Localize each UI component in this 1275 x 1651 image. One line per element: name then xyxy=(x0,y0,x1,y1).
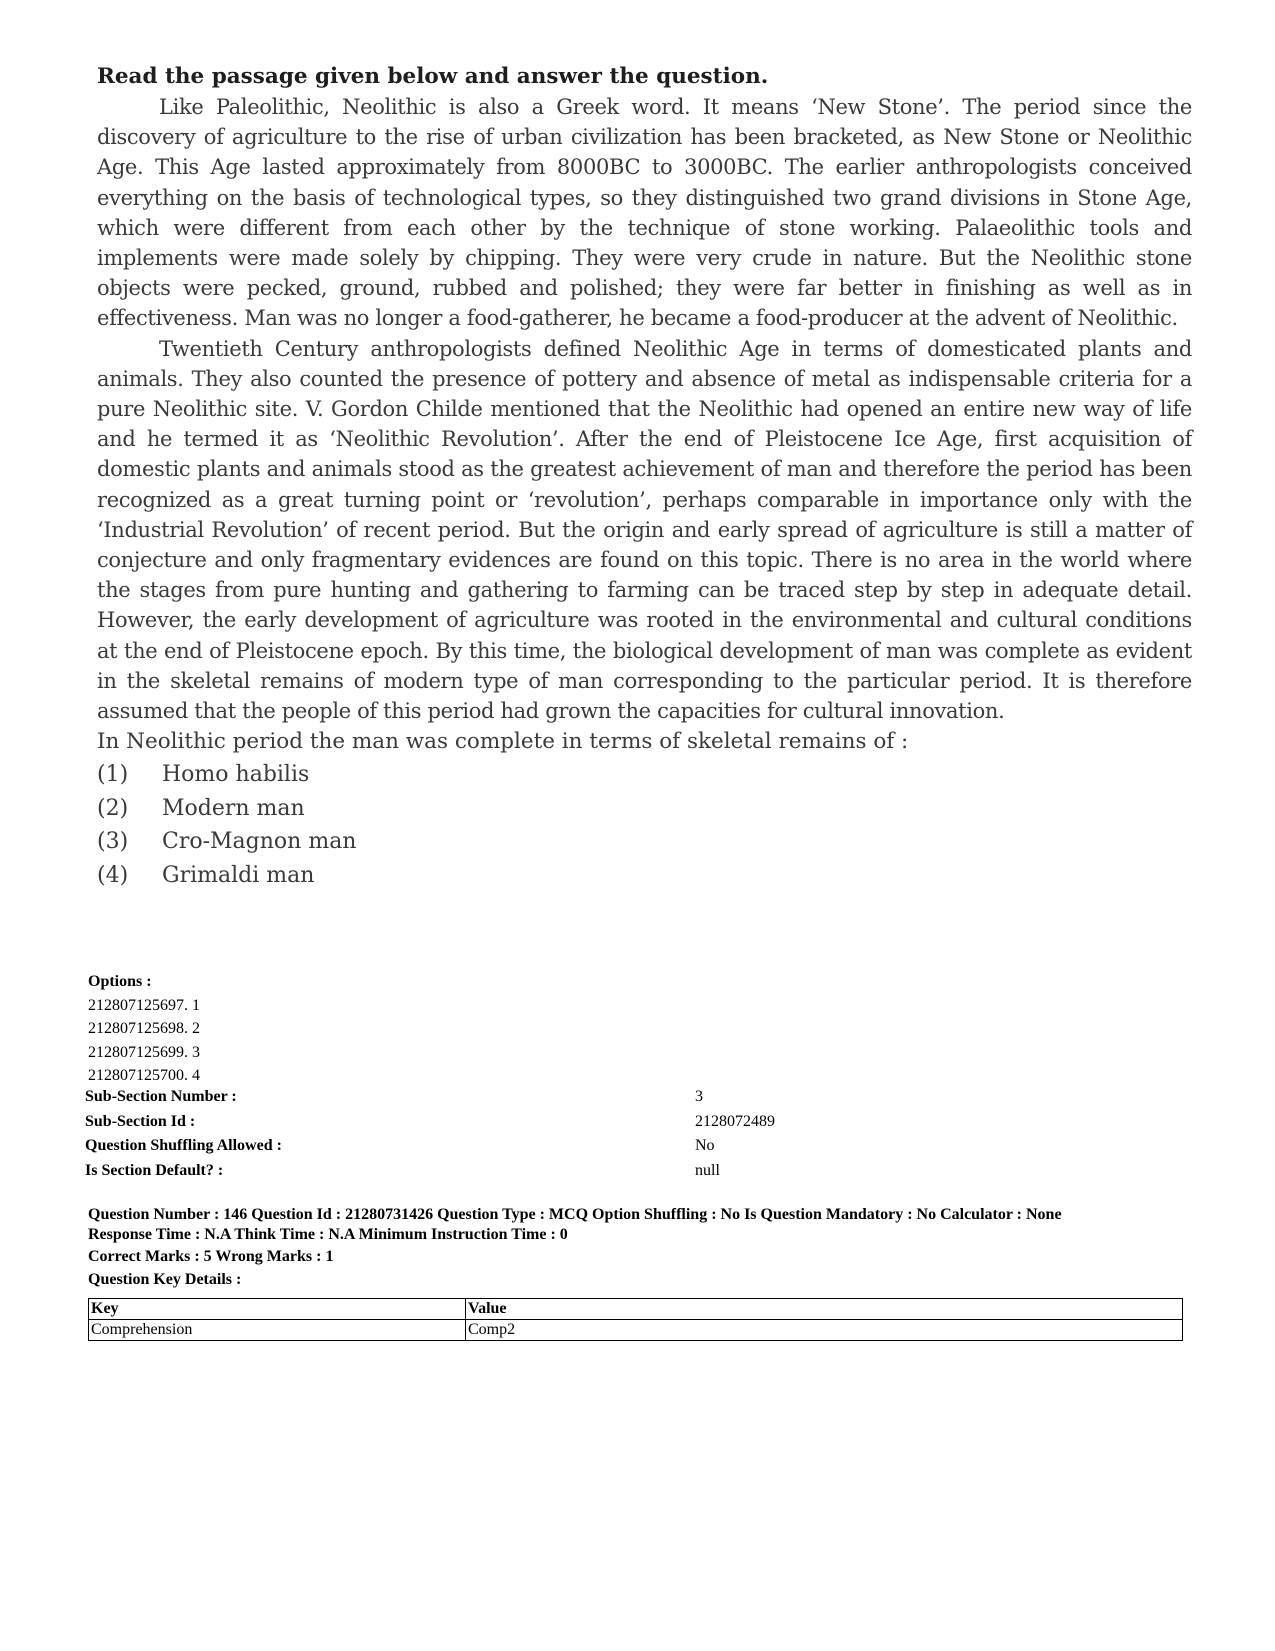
choice-text: Cro-Magnon man xyxy=(162,829,357,855)
choice-item xyxy=(97,859,1192,893)
option-item: 212807125700. 4 xyxy=(88,1067,200,1084)
choice-number: (3) xyxy=(97,829,129,855)
option-item: 212807125699. 3 xyxy=(88,1043,200,1061)
passage-image xyxy=(97,62,1192,892)
table-cell: Comp2 xyxy=(466,1320,1183,1341)
choice-item xyxy=(97,792,1192,826)
choice-number: (2) xyxy=(97,795,129,821)
choice-number: (4) xyxy=(97,862,129,888)
table-header-row xyxy=(89,1299,1183,1320)
subsection-row xyxy=(85,1137,845,1162)
choice-text: Homo habilis xyxy=(162,762,310,788)
question-info xyxy=(88,1205,1188,1289)
key-details-label: Question Key Details : xyxy=(88,1270,242,1288)
subsection-row xyxy=(85,1113,845,1138)
choice-item xyxy=(97,758,1192,792)
question-text: In Neolithic period the man was complete in terms of skeletal remains of : xyxy=(97,729,909,755)
table-header: Value xyxy=(466,1299,1183,1320)
question-info-line-1: Question Number : 146 Question Id : 21280731426 Question Type : MCQ Option Shuffling : No Is Question Mandatory : No Calculator : None xyxy=(88,1206,1062,1223)
subsection-info xyxy=(85,1088,845,1186)
subsection-row xyxy=(85,1162,845,1187)
table-row xyxy=(89,1320,1183,1341)
table-header: Key xyxy=(89,1299,466,1320)
choice-number: (1) xyxy=(97,762,129,788)
key-details-table xyxy=(88,1298,1183,1341)
passage-heading: Read the passage given below and answer the question. xyxy=(97,64,769,89)
passage-paragraph-1: Like Paleolithic, Neolithic is also a Greek word. It means ‘New Stone’. The period since the discovery of agriculture to the rise of urban civilization has been bracketed, as New Stone or Neolithic Age. This Age lasted approximately from 8000BC to 3000BC. The earlier anthropologists conceived everything on the basis of technological types, so they distinguished two grand divisions in Stone Age, which were different from each other by the technique of stone working. Palaeolithic tools and implements were made solely by chipping. They were very crude in nature. But the Neolithic stone objects were pecked, ground, rubbed and polished; they were far better in finishing as well as in effectiveness. Man was no longer a food-gatherer, he became a food-producer at the advent of Neolithic. xyxy=(97,95,1192,331)
choice-list xyxy=(97,758,1192,892)
subsection-key: Question Shuffling Allowed : xyxy=(85,1137,282,1154)
options-label: Options : xyxy=(88,973,152,990)
choice-text: Grimaldi man xyxy=(162,862,315,888)
choice-text: Modern man xyxy=(162,795,305,821)
choice-item xyxy=(97,825,1192,859)
subsection-value: null xyxy=(695,1161,720,1179)
option-item: 212807125698. 2 xyxy=(88,1020,200,1037)
subsection-row xyxy=(85,1088,845,1113)
options-block xyxy=(88,970,200,1088)
option-item: 212807125697. 1 xyxy=(88,996,200,1014)
subsection-key: Sub-Section Number : xyxy=(85,1088,237,1105)
subsection-value: No xyxy=(695,1137,715,1154)
passage-paragraph-2: Twentieth Century anthropologists defined Neolithic Age in terms of domesticated plants and animals. They also counted the presence of pottery and absence of metal as indispensable criteria for a pure Neolithic site. V. Gordon Childe mentioned that the Neolithic had opened an entire new way of life and he termed it as ‘Neolithic Revolution’. After the end of Pleistocene Ice Age, first acquisition of domestic plants and animals stood as the greatest achievement of man and therefore the period has been recognized as a great turning point or ‘revolution’, perhaps comparable in importance only with the ‘Industrial Revolution’ of recent period. But the origin and early spread of agriculture is still a matter of conjecture and only fragmentary evidences are found on this topic. There is no area in the world where the stages from pure hunting and gathering to farming can be traced step by step in adequate detail. However, the early development of agriculture was rooted in the environmental and cultural conditions at the end of Pleistocene epoch. By this time, the biological development of man was complete as evident in the skeletal remains of modern type of man corresponding to the particular period. It is therefore assumed that the people of this period had grown the capacities for cultural innovation. xyxy=(97,336,1192,724)
marks-line: Correct Marks : 5 Wrong Marks : 1 xyxy=(88,1248,334,1265)
question-info-line-2: Response Time : N.A Think Time : N.A Minimum Instruction Time : 0 xyxy=(88,1225,568,1243)
table-cell: Comprehension xyxy=(89,1320,466,1341)
subsection-key: Sub-Section Id : xyxy=(85,1112,196,1130)
subsection-value: 3 xyxy=(695,1088,703,1105)
subsection-key: Is Section Default? : xyxy=(85,1161,224,1179)
subsection-value: 2128072489 xyxy=(695,1112,775,1130)
